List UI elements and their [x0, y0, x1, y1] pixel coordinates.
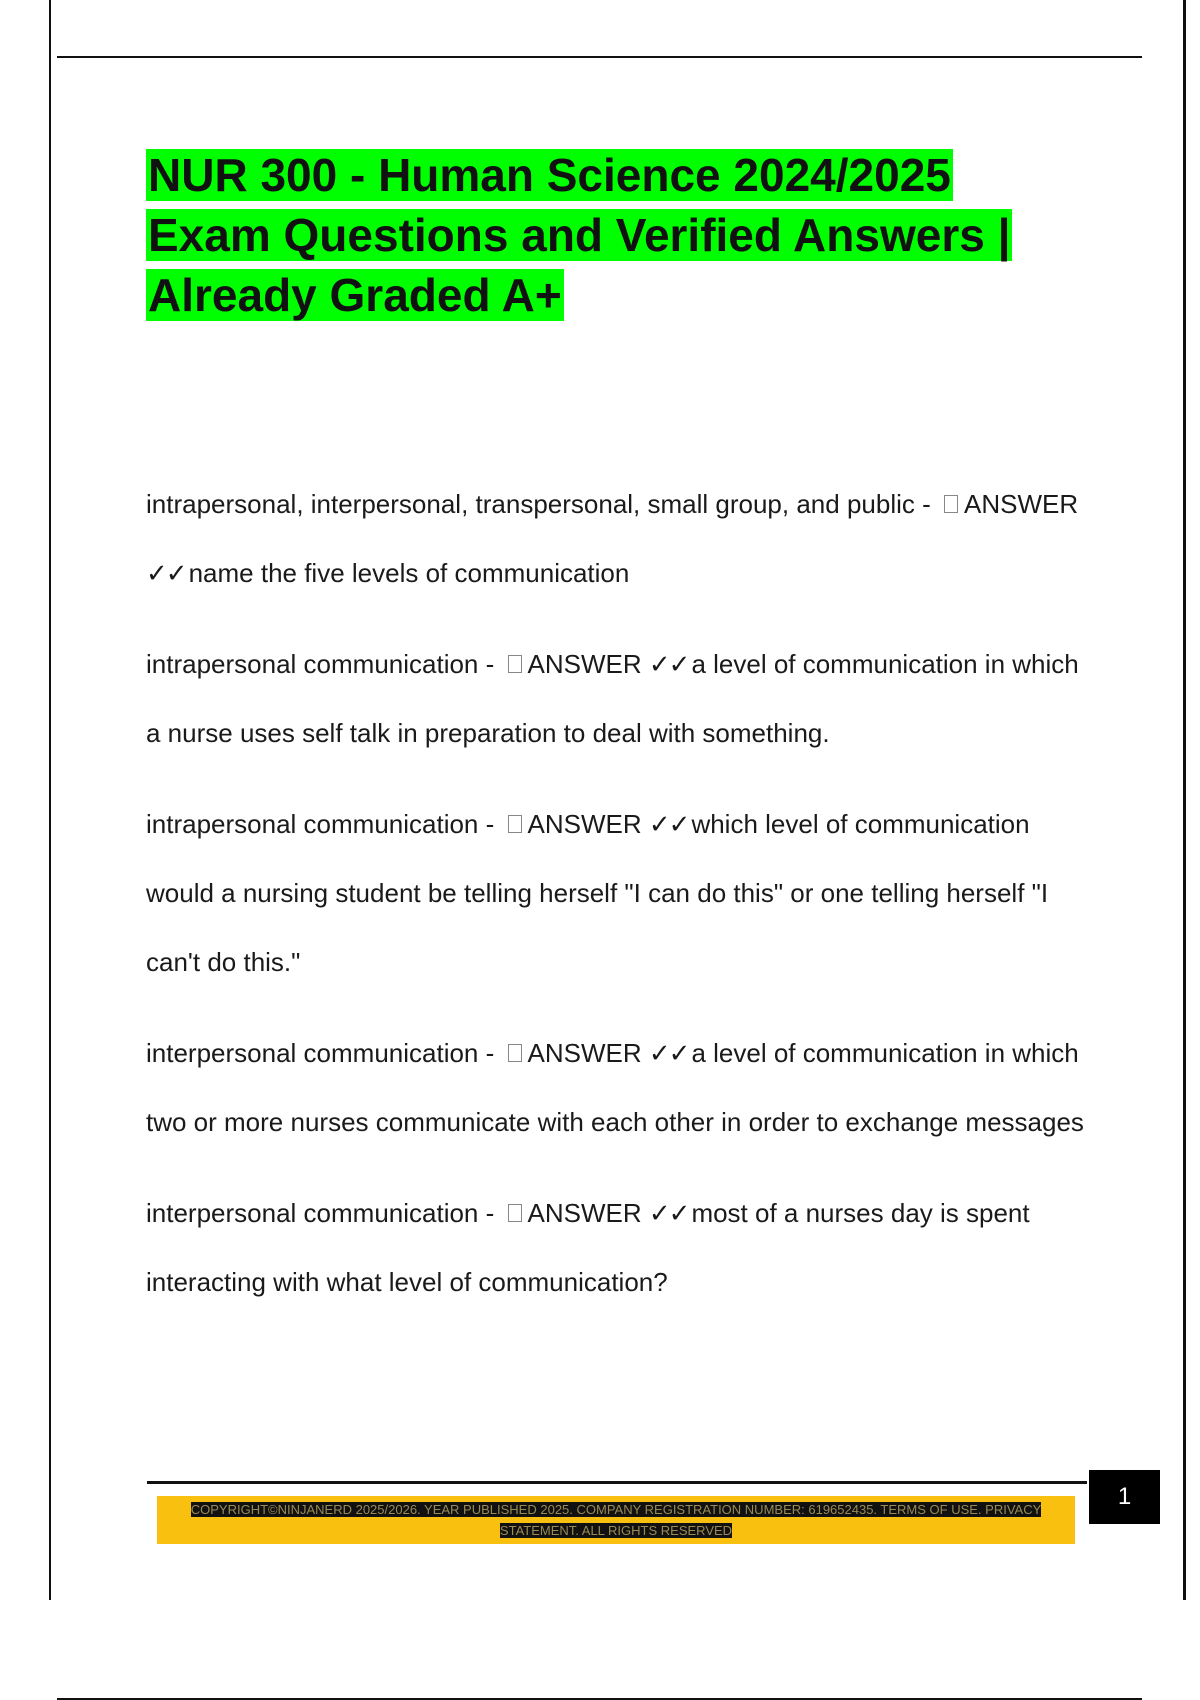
qa-item [146, 1019, 1091, 1157]
missing-glyph-icon [944, 495, 958, 513]
missing-glyph-icon [508, 1044, 522, 1062]
answer-label: ANSWER [964, 489, 1079, 519]
qa-term: intrapersonal communication [146, 649, 479, 679]
missing-glyph-icon [508, 815, 522, 833]
page-border-left [49, 0, 51, 1600]
copyright-text: COPYRIGHT©NINJANERD 2025/2026. YEAR PUBLISHED 2025. COMPANY REGISTRATION NUMBER: 619652435. TERMS OF USE. PRIVACY STATEMENT. ALL RIGHTS RESERVED [190, 1502, 1042, 1538]
document-title [146, 145, 1086, 325]
double-check-icon: ✓✓ [648, 1198, 689, 1228]
qa-separator: - [478, 1038, 502, 1068]
answer-label: ANSWER [527, 809, 642, 839]
qa-separator: - [914, 489, 938, 519]
qa-answer: which level of communication would a nursing student be telling herself "I can do this" or one telling herself "I can't do this." [146, 809, 1049, 977]
double-check-icon: ✓✓ [648, 649, 689, 679]
header-rule [57, 56, 1142, 58]
answer-label: ANSWER [527, 649, 642, 679]
qa-list [146, 470, 1091, 1339]
copyright-band [157, 1496, 1075, 1544]
qa-item [146, 470, 1091, 608]
qa-separator: - [478, 1198, 502, 1228]
qa-item [146, 1179, 1091, 1317]
qa-item [146, 790, 1091, 997]
double-check-icon: ✓✓ [648, 809, 689, 839]
answer-label: ANSWER [527, 1038, 642, 1068]
qa-answer: a level of communication in which two or more nurses communicate with each other in order to exchange messages [146, 1038, 1084, 1137]
qa-answer: a level of communication in which a nurse uses self talk in preparation to deal with something. [146, 649, 1079, 748]
qa-separator: - [478, 649, 502, 679]
missing-glyph-icon [508, 1204, 522, 1222]
double-check-icon: ✓✓ [648, 1038, 689, 1068]
qa-answer: name the five levels of communication [188, 558, 630, 588]
document-title-text: NUR 300 - Human Science 2024/2025 Exam Questions and Verified Answers | Already Graded A+ [148, 149, 1011, 321]
qa-answer: most of a nurses day is spent interacting with what level of communication? [146, 1198, 1030, 1297]
qa-separator: - [478, 809, 502, 839]
qa-term: interpersonal communication [146, 1198, 479, 1228]
qa-term: intrapersonal communication [146, 809, 479, 839]
page-number: 1 [1089, 1470, 1160, 1524]
qa-term: intrapersonal, interpersonal, transpersonal, small group, and public [146, 489, 915, 519]
answer-label: ANSWER [527, 1198, 642, 1228]
page-border-right [1183, 0, 1186, 1600]
qa-term: interpersonal communication [146, 1038, 479, 1068]
footer-rule [147, 1481, 1087, 1484]
missing-glyph-icon [508, 655, 522, 673]
double-check-icon: ✓✓ [146, 558, 186, 588]
qa-item [146, 630, 1091, 768]
